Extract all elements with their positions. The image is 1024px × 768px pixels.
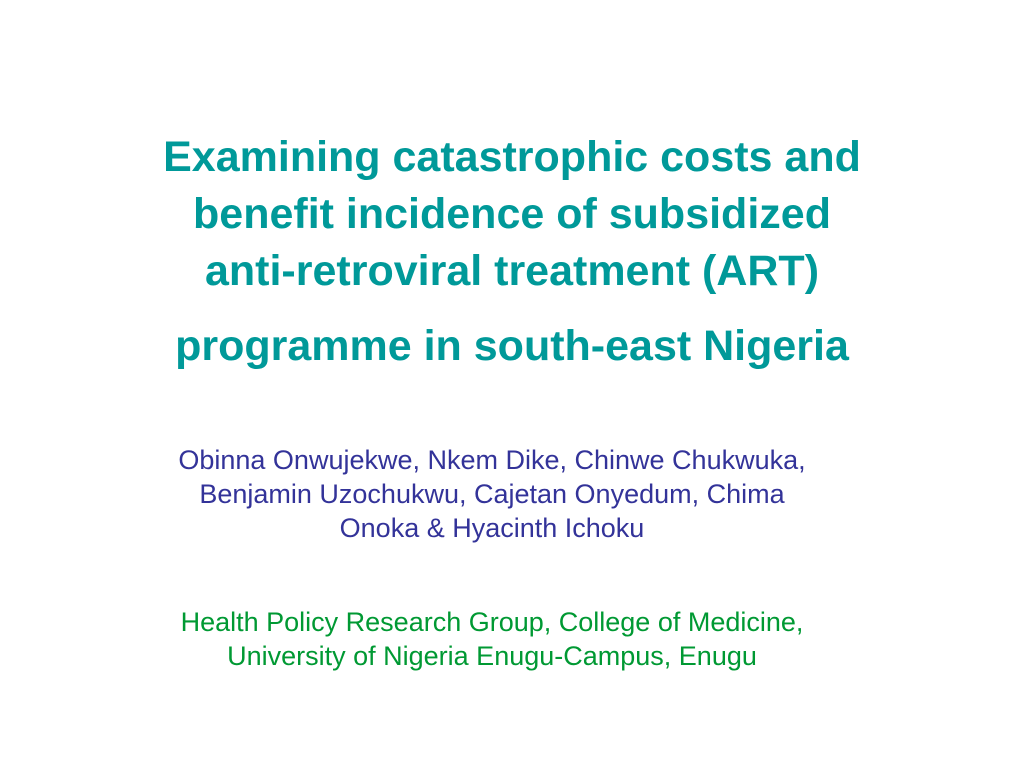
author-line-3: Onoka & Hyacinth Ichoku bbox=[339, 513, 645, 543]
affiliation-line-2: University of Nigeria Enugu-Campus, Enugu bbox=[227, 641, 757, 671]
title-line-2: benefit incidence of subsidized bbox=[193, 190, 831, 238]
author-line-2: Benjamin Uzochukwu, Cajetan Onyedum, Chima bbox=[199, 479, 785, 509]
title-line-1: Examining catastrophic costs and bbox=[163, 133, 861, 181]
title-line-3: anti-retroviral treatment (ART) bbox=[204, 247, 820, 295]
author-line-1: Obinna Onwujekwe, Nkem Dike, Chinwe Chukwuka, bbox=[178, 445, 806, 475]
affiliation bbox=[40, 605, 944, 673]
affiliation-line-1: Health Policy Research Group, College of Medicine, bbox=[180, 607, 804, 637]
slide-title bbox=[60, 133, 964, 370]
author-list bbox=[40, 443, 944, 545]
title-line-4: programme in south-east Nigeria bbox=[175, 322, 849, 370]
